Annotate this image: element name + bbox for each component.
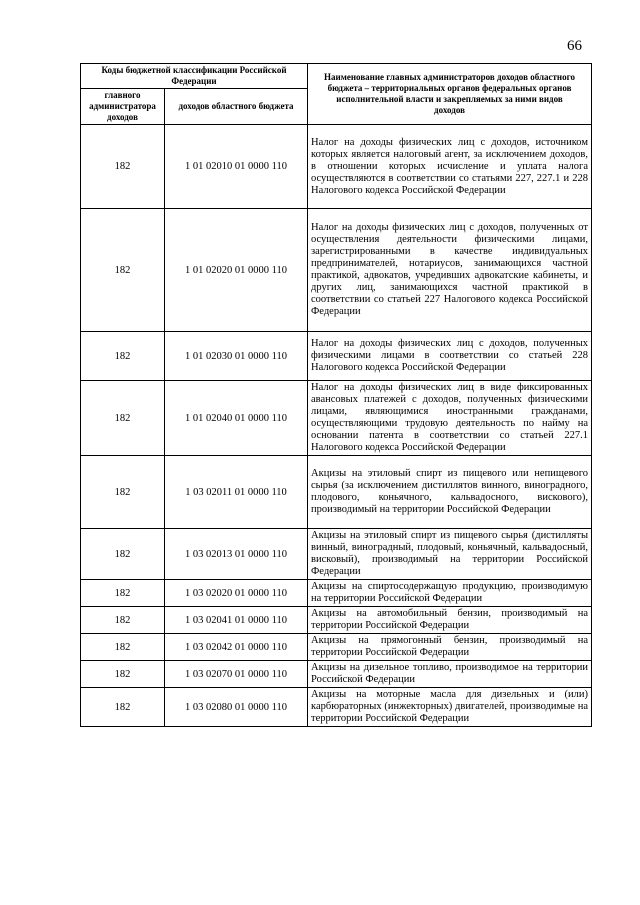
- table-row: [81, 381, 592, 456]
- table-row: [81, 209, 592, 332]
- income-name-cell: Акцизы на прямогонный бензин, производимый на территории Российской Федерации: [308, 634, 592, 661]
- income-name-cell: Налог на доходы физических лиц с доходов, полученных физическими лицами в соответствии со статьей 228 Налогового кодекса Российской Федерации: [308, 332, 592, 381]
- table-row: [81, 125, 592, 209]
- income-code-cell: 1 03 02070 01 0000 110: [165, 661, 308, 688]
- admin-code-cell: 182: [81, 688, 165, 727]
- header-income-column: доходов областного бюджета: [165, 89, 308, 125]
- income-code-cell: 1 01 02020 01 0000 110: [165, 209, 308, 332]
- income-code-cell: 1 01 02040 01 0000 110: [165, 381, 308, 456]
- admin-code-cell: 182: [81, 634, 165, 661]
- income-name-cell: Налог на доходы физических лиц в виде фиксированных авансовых платежей с доходов, полученных физическими лицами, являющимися иностранными гражданами, осуществляющими трудовую деятельность по найму на основании патента в соответствии со статьей 227.1 Налогового кодекса Российской Федерации: [308, 381, 592, 456]
- income-code-cell: 1 01 02030 01 0000 110: [165, 332, 308, 381]
- income-code-cell: 1 01 02010 01 0000 110: [165, 125, 308, 209]
- table-row: [81, 661, 592, 688]
- header-codes-group: Коды бюджетной классификации Российской Федерации: [81, 64, 308, 89]
- income-name-cell: Акцизы на этиловый спирт из пищевого или непищевого сырья (за исключением дистиллятов винного, виноградного, плодового, коньячного, кальвадосного, вискового), производимый на территории Российской Федерации: [308, 456, 592, 529]
- income-code-cell: 1 03 02013 01 0000 110: [165, 529, 308, 580]
- admin-code-cell: 182: [81, 661, 165, 688]
- table-row: [81, 529, 592, 580]
- budget-classification-table: [80, 63, 592, 727]
- admin-code-cell: 182: [81, 209, 165, 332]
- table-row: [81, 607, 592, 634]
- income-code-cell: 1 03 02011 01 0000 110: [165, 456, 308, 529]
- admin-code-cell: 182: [81, 332, 165, 381]
- admin-code-cell: 182: [81, 456, 165, 529]
- income-code-cell: 1 03 02020 01 0000 110: [165, 580, 308, 607]
- admin-code-cell: 182: [81, 529, 165, 580]
- income-name-cell: Акцизы на автомобильный бензин, производимый на территории Российской Федерации: [308, 607, 592, 634]
- admin-code-cell: 182: [81, 381, 165, 456]
- income-name-cell: Налог на доходы физических лиц с доходов, источником которых является налоговый агент, за исключением доходов, в отношении которых исчисление и уплата налога осуществляются в соответствии со статьями 227, 227.1 и 228 Налогового кодекса Российской Федерации: [308, 125, 592, 209]
- table-row: [81, 332, 592, 381]
- header-name-column: Наименование главных администраторов доходов областного бюджета – территориальных органов федеральных органов исполнительной власти и закрепляемых за ними видов доходов: [308, 64, 592, 125]
- income-code-cell: 1 03 02080 01 0000 110: [165, 688, 308, 727]
- page-number: 66: [567, 38, 582, 54]
- admin-code-cell: 182: [81, 607, 165, 634]
- header-admin-column: главного администратора доходов: [81, 89, 165, 125]
- table-row: [81, 634, 592, 661]
- table-row: [81, 456, 592, 529]
- income-name-cell: Акцизы на этиловый спирт из пищевого сырья (дистилляты винный, виноградный, плодовый, коньячный, кальвадосный, висковый), производимый на территории Российской Федерации: [308, 529, 592, 580]
- admin-code-cell: 182: [81, 580, 165, 607]
- income-code-cell: 1 03 02042 01 0000 110: [165, 634, 308, 661]
- income-name-cell: Акцизы на спиртосодержащую продукцию, производимую на территории Российской Федерации: [308, 580, 592, 607]
- income-code-cell: 1 03 02041 01 0000 110: [165, 607, 308, 634]
- income-name-cell: Акцизы на дизельное топливо, производимое на территории Российской Федерации: [308, 661, 592, 688]
- income-name-cell: Акцизы на моторные масла для дизельных и (или) карбюраторных (инжекторных) двигателей, производимые на территории Российской Федерации: [308, 688, 592, 727]
- income-name-cell: Налог на доходы физических лиц с доходов, полученных от осуществления деятельности физическими лицами, зарегистрированными в качестве индивидуальных предпринимателей, нотариусов, занимающихся частной практикой, адвокатов, учредивших адвокатские кабинеты, и других лиц, занимающихся частной практикой в соответствии со статьей 227 Налогового кодекса Российской Федерации: [308, 209, 592, 332]
- admin-code-cell: 182: [81, 125, 165, 209]
- table-row: [81, 688, 592, 727]
- table-row: [81, 580, 592, 607]
